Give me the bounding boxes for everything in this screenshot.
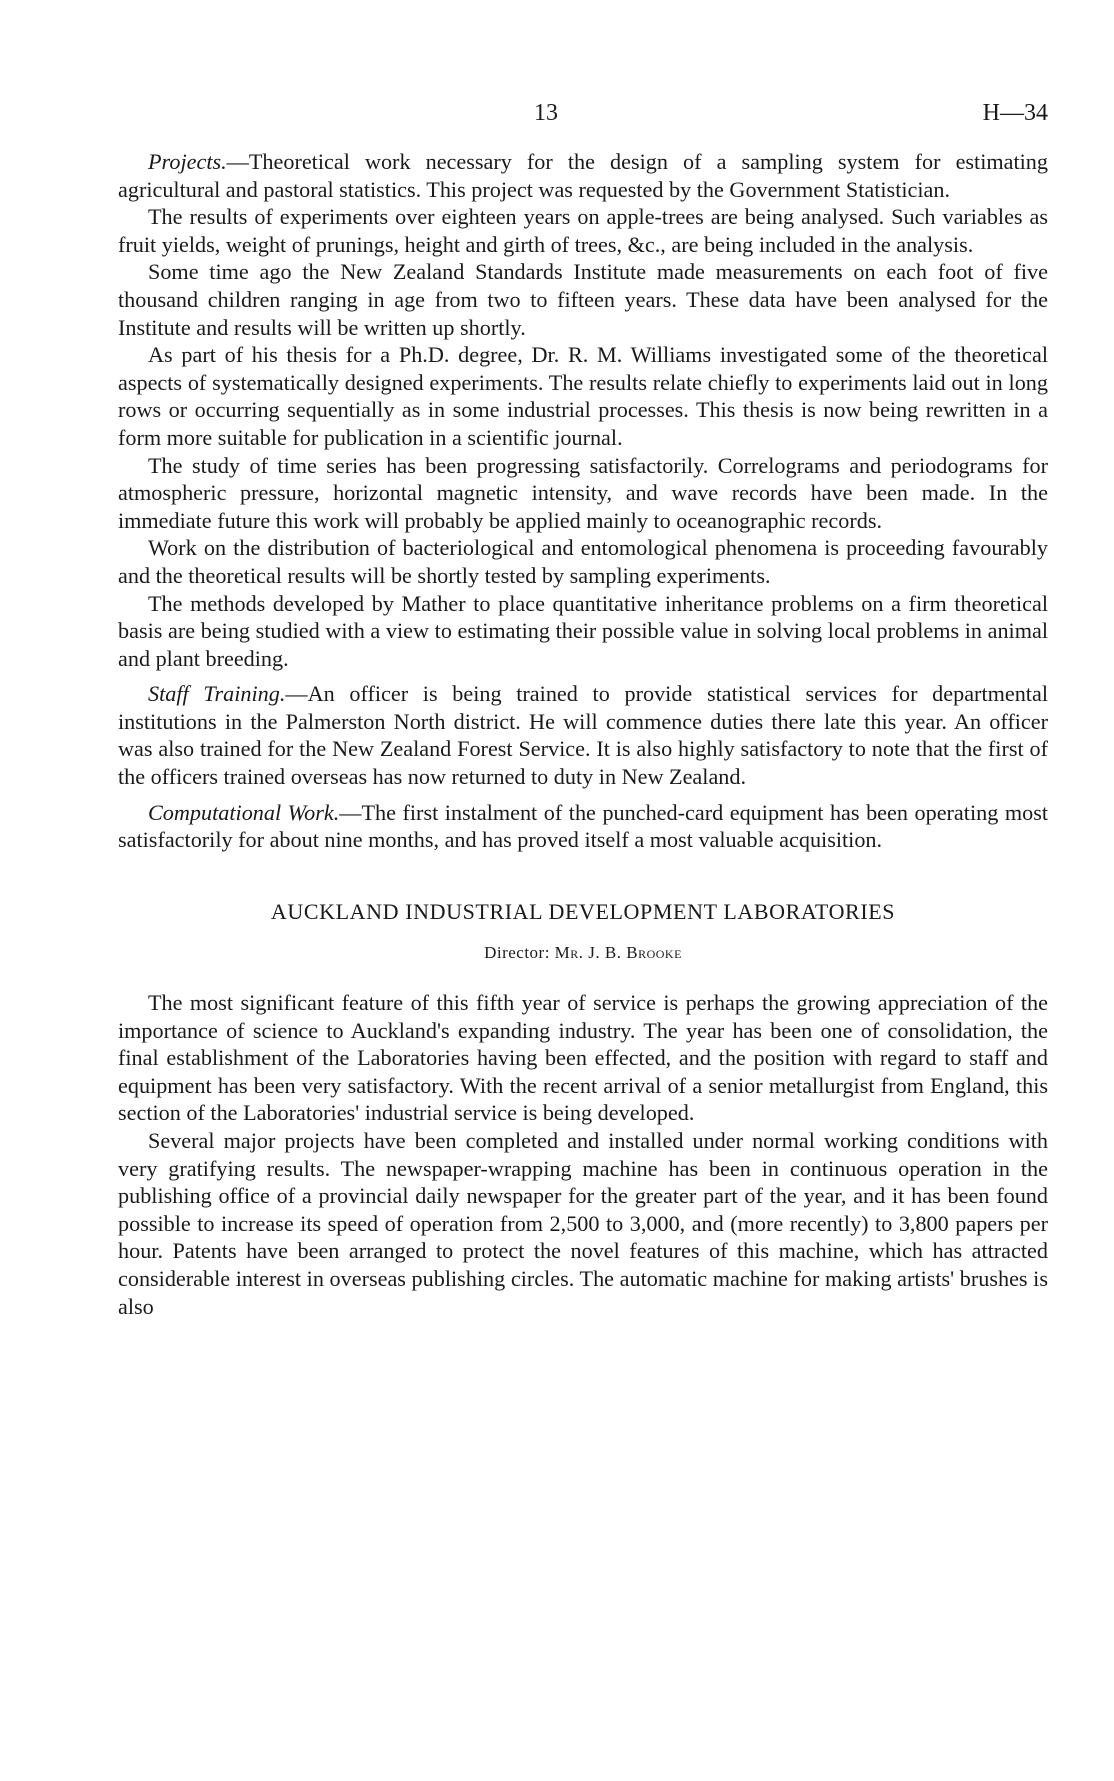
report-reference: H—34 xyxy=(982,100,1048,126)
document-page xyxy=(118,100,1048,1320)
paragraph-projects xyxy=(118,148,1048,203)
paragraph-distribution: Work on the distribution of bacteriological and entomological phenomena is proceeding favourably and the theoretical results will be shortly tested by sampling experiments. xyxy=(118,535,1048,588)
paragraph-text: —Theoretical work necessary for the design of a sampling system for estimating agricultural and pastoral statistics. This project was requested by the Government Statistician. xyxy=(118,149,1048,202)
paragraph-text: —An officer is being trained to provide statistical services for departmental institutions in the Palmerston North district. He will commence duties there late this year. An officer was also trained for the New Zealand Forest Service. It is also highly satisfactory to note that the first of the officers trained overseas has now returned to duty in New Zealand. xyxy=(118,681,1048,790)
paragraph-time-series: The study of time series has been progressing satisfactorily. Correlograms and periodograms for atmospheric pressure, horizontal magnetic intensity, and wave records have been made. In the immediate future this work will probably be applied mainly to oceanographic records. xyxy=(118,452,1048,533)
page-header xyxy=(118,100,1048,134)
paragraph-computational-work xyxy=(118,799,1048,854)
paragraph-major-projects: Several major projects have been completed and installed under normal working conditions with very gratifying results. The newspaper-wrapping machine has been in continuous operation in the publishing office of a provincial daily newspaper for the greater part of the year, and it has been found possible to increase its speed of operation from 2,500 to 3,000, and (more recently) to 3,800 papers per hour. Patents have been arranged to protect the novel features of this machine, which has attracted considerable interest in overseas publishing circles. The automatic machine for making artists' brushes is also xyxy=(118,1128,1048,1319)
body-text xyxy=(118,148,1048,1320)
paragraph-text: —The first instalment of the punched-card equipment has been operating most satisfactorily for about nine months, and has proved itself a most valuable acquisition. xyxy=(118,799,1048,853)
lead-in-computational-work: Computational Work. xyxy=(148,799,340,825)
paragraph-apple-trees: The results of experiments over eighteen years on apple-trees are being analysed. Such variables as fruit yields, weight of prunings, height and girth of trees, &c., are being included in the analysis. xyxy=(118,204,1048,257)
director-name: Mr. J. B. Brooke xyxy=(554,943,682,963)
paragraph-mather-methods: The methods developed by Mather to place quantitative inheritance problems on a firm theoretical basis are being studied with a view to estimating their possible value in solving local problems in animal and plant breeding. xyxy=(118,590,1048,671)
paragraph-thesis: As part of his thesis for a Ph.D. degree, Dr. R. M. Williams investigated some of the theoretical aspects of systematically designed experiments. The results relate chiefly to experiments laid out in long rows or occurring sequentially as in some industrial processes. This thesis is now being rewritten in a form more suitable for publication in a scientific journal. xyxy=(118,342,1048,450)
page-number: 13 xyxy=(534,100,558,126)
paragraph-standards-institute: Some time ago the New Zealand Standards Institute made measurements on each foot of five thousand children ranging in age from two to fifteen years. These data have been analysed for the Institute and results will be written up shortly. xyxy=(118,259,1048,340)
director-line xyxy=(118,939,1048,967)
director-label: Director: xyxy=(484,943,550,963)
paragraph-staff-training xyxy=(118,680,1048,790)
lead-in-staff-training: Staff Training. xyxy=(148,681,286,707)
lead-in-projects: Projects. xyxy=(148,149,227,174)
paragraph-significant-feature: The most significant feature of this fifth year of service is perhaps the growing appreciation of the importance of science to Auckland's expanding industry. The year has been one of consolidation, the final establishment of the Laboratories having been effected, and the position with regard to staff and equipment has been very satisfactory. With the recent arrival of a senior metallurgist from England, this section of the Laboratories' industrial service is being developed. xyxy=(118,990,1048,1126)
section-heading: AUCKLAND INDUSTRIAL DEVELOPMENT LABORATORIES xyxy=(270,898,896,924)
